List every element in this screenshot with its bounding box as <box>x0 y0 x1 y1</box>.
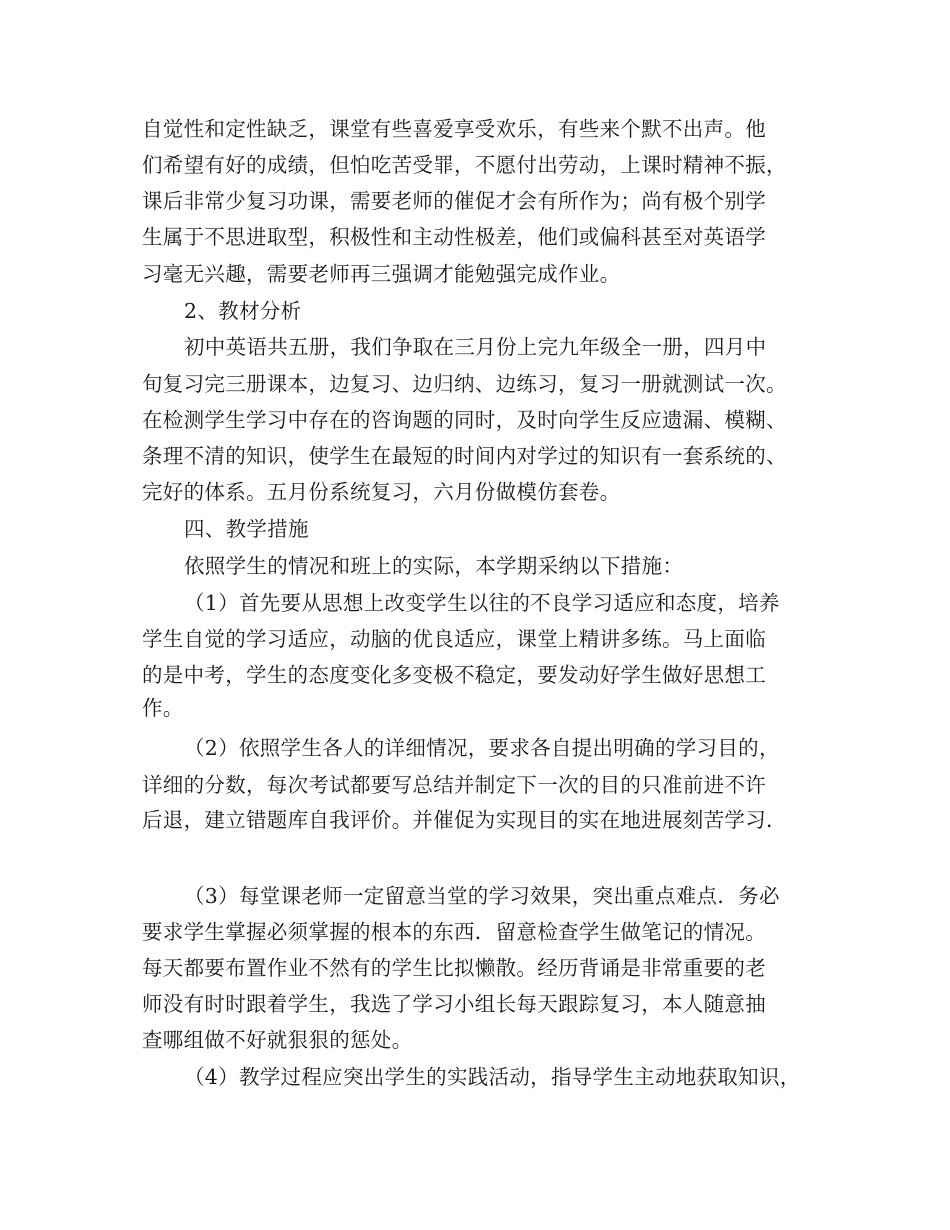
paragraph-line: 要求学生掌握必须掌握的根本的东西．留意检查学生做笔记的情况。 <box>142 920 766 944</box>
paragraph-line: 完好的体系。五月份系统复习，六月份做模仿套卷。 <box>142 480 621 504</box>
paragraph-line: 的是中考，学生的态度变化多变极不稳定，要发动好学生做好思想工 <box>142 663 766 687</box>
paragraph-line: （4）教学过程应突出学生的实践活动，指导学生主动地获取知识， <box>184 1065 801 1089</box>
paragraph-line: 查哪组做不好就狠狠的惩处。 <box>142 1028 413 1052</box>
paragraph-line: 详细的分数，每次考试都要写总结并制定下一次的目的只准前进不许 <box>142 773 766 797</box>
paragraph-line: 初中英语共五册，我们争取在三月份上完九年级全一册，四月中 <box>184 335 767 359</box>
paragraph-line: （1）首先要从思想上改变学生以往的不良学习适应和态度，培养 <box>184 591 780 615</box>
paragraph-line: 每天都要布置作业不然有的学生比拟懒散。经历背诵是非常重要的老 <box>142 956 766 980</box>
paragraph-line: 作。 <box>142 696 184 720</box>
section-heading: 2、教材分析 <box>184 299 302 323</box>
paragraph-line: 生属于不思进取型，积极性和主动性极差，他们或偏科甚至对英语学 <box>142 225 766 249</box>
paragraph-line: 课后非常少复习功课，需要老师的催促才会有所作为；尚有极个别学 <box>142 189 766 213</box>
paragraph-line: 习毫无兴趣，需要老师再三强调才能勉强完成作业。 <box>142 262 621 286</box>
paragraph-line: （3）每堂课老师一定留意当堂的学习效果，突出重点难点．务必 <box>184 884 780 908</box>
paragraph-line: 旬复习完三册课本，边复习、边归纳、边练习，复习一册就测试一次。 <box>142 372 787 396</box>
section-heading: 四、教学措施 <box>184 517 309 541</box>
paragraph-line: 在检测学生学习中存在的咨询题的同时，及时向学生反应遗漏、模糊、 <box>142 408 787 432</box>
paragraph-line: 学生自觉的学习适应，动脑的优良适应，课堂上精讲多练。马上面临 <box>142 627 766 651</box>
paragraph-line: 们希望有好的成绩，但怕吃苦受罪，不愿付出劳动，上课时精神不振， <box>142 153 787 177</box>
paragraph-line: 条理不清的知识，使学生在最短的时间内对学过的知识有一套系统的、 <box>142 444 787 468</box>
paragraph-line: 自觉性和定性缺乏，课堂有些喜爱享受欢乐，有些来个默不出声。他 <box>142 117 766 141</box>
paragraph-line: 依照学生的情况和班上的实际，本学期采纳以下措施： <box>184 554 684 578</box>
paragraph-line: 师没有时时跟着学生，我选了学习小组长每天跟踪复习，本人随意抽 <box>142 992 766 1016</box>
paragraph-line: 后退，建立错题库自我评价。并催促为实现目的实在地进展刻苦学习． <box>142 808 787 832</box>
paragraph-line: （2）依照学生各人的详细情况，要求各自提出明确的学习目的， <box>184 736 780 760</box>
